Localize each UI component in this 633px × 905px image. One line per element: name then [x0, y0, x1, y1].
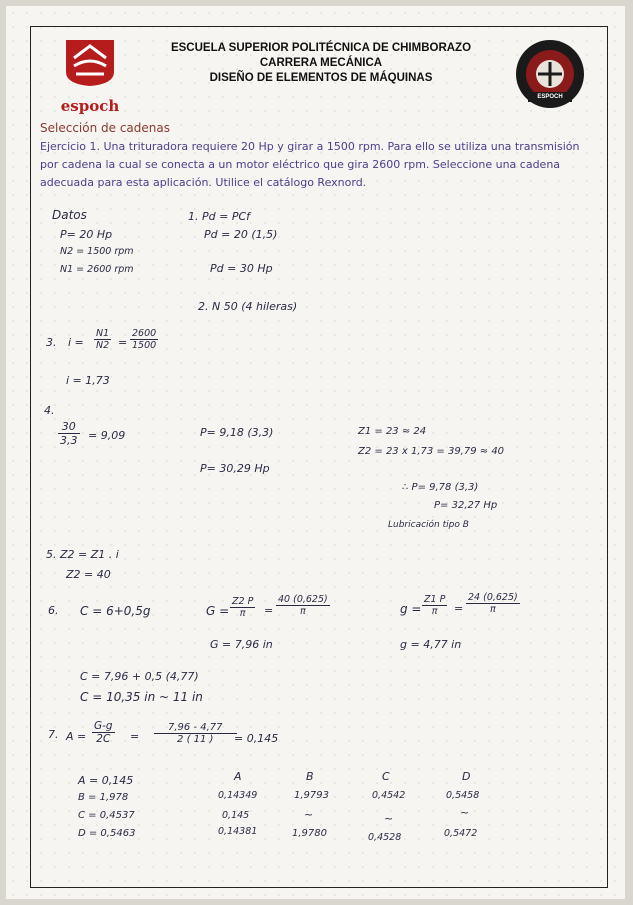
step4-ratio-result: = 9,09	[88, 429, 126, 442]
datos-n2: N2 = 1500 rpm	[60, 246, 134, 257]
step4-lubrication: Lubricación tipo B	[388, 520, 469, 530]
section-title: Selección de cadenas	[40, 121, 170, 135]
step6-G-symbol: G =	[206, 604, 230, 618]
school-name: ESCUELA SUPERIOR POLITÉCNICA DE CHIMBORAZO	[170, 42, 472, 54]
course-name: DISEÑO DE ELEMENTOS DE MÁQUINAS	[209, 72, 433, 84]
step6-g-symbol: g =	[400, 602, 422, 616]
step7-num: G-g	[94, 720, 113, 732]
step6-g-result: g = 4,77 in	[400, 638, 462, 651]
r3-A: 0,14381	[218, 826, 258, 837]
step3-equals: =	[118, 336, 128, 349]
step6-c-result: C = 10,35 in ~ 11 in	[80, 690, 203, 704]
step5-result: Z2 = 40	[66, 568, 111, 581]
step3-result: i = 1,73	[66, 374, 110, 387]
step7-frac	[92, 720, 115, 745]
step3-values-num: 2600	[132, 328, 157, 339]
step6-g-values-den: π	[489, 604, 496, 615]
step7-label: 7.	[48, 728, 59, 741]
step7-A: A =	[66, 730, 87, 743]
espoch-logo-text: espoch	[60, 97, 120, 115]
step4-ratio-num: 30	[58, 420, 80, 434]
step3-ratio-num: N1	[96, 328, 110, 339]
step3-ratio-den: N2	[96, 340, 110, 351]
datos-n1: N1 = 2600 rpm	[60, 264, 134, 275]
espoch-seal	[514, 38, 586, 110]
step4-power-result: P= 30,29 Hp	[200, 462, 270, 475]
step4-power-calc: P= 9,18 (3,3)	[200, 426, 274, 439]
step7-values	[154, 722, 237, 745]
r2-B: ~	[304, 808, 314, 821]
r2-D: ~	[460, 806, 470, 819]
problem-statement: Ejercicio 1. Una trituradora requiere 20 Hp y girar a 1500 rpm. Para ello se utiliza una transmisión por cadena la cual se conecta a un motor eléctrico que gira 2600 rpm. Seleccione una cadena adecuada para esta aplicación. Utilice el catálogo Rexnord.	[40, 140, 580, 189]
seal-text: ESPOCH	[537, 94, 563, 100]
r3-B: 1,9780	[292, 828, 327, 839]
step6-G-values-num: 40 (0,625)	[278, 594, 328, 605]
step7-values-num: 7,96 - 4,77	[154, 722, 237, 734]
left-A: A = 0,145	[78, 774, 134, 787]
step4-ratio	[58, 420, 80, 447]
step4-final-power: ∴ P= 9,78 (3,3)	[402, 482, 479, 493]
step7-den: 2C	[96, 733, 111, 745]
step6-G-values	[276, 594, 330, 617]
step6-label: 6.	[48, 604, 59, 617]
scanned-page	[6, 6, 625, 899]
head-C: C	[382, 770, 390, 783]
step1-formula: 1. Pd = PCf	[188, 210, 251, 223]
r1-D: 0,5458	[446, 790, 480, 801]
step7-equals: =	[130, 730, 140, 743]
r2-C: ~	[384, 812, 394, 825]
step6-g-frac	[422, 594, 447, 617]
step4-z1: Z1 = 23 ≈ 24	[358, 426, 427, 437]
step3-values-den: 1500	[132, 340, 157, 351]
r1-C: 0,4542	[372, 790, 406, 801]
step6-g-num: Z1 P	[424, 594, 446, 605]
step1-result: Pd = 30 Hp	[210, 262, 273, 275]
r2-A: 0,145	[222, 810, 250, 821]
left-B: B = 1,978	[78, 792, 129, 803]
step6-g-values-num: 24 (0,625)	[468, 592, 518, 603]
step4-ratio-den: 3,3	[60, 434, 78, 447]
head-A: A	[234, 770, 242, 783]
r3-C: 0,4528	[368, 832, 402, 843]
r1-A: 0,14349	[218, 790, 258, 801]
r3-D: 0,5472	[444, 828, 478, 839]
step3-values	[130, 328, 158, 351]
step6-G-num: Z2 P	[232, 596, 254, 607]
step6-g-den: π	[431, 606, 438, 617]
step6-c-substitution: C = 7,96 + 0,5 (4,77)	[80, 670, 199, 683]
step6-G-result: G = 7,96 in	[210, 638, 273, 651]
step5-formula: 5. Z2 = Z1 . i	[46, 548, 119, 561]
step6-c-formula: C = 6+0,5g	[80, 604, 151, 618]
step6-G-equals: =	[264, 604, 274, 617]
step3-ratio	[94, 328, 111, 351]
step1-substitution: Pd = 20 (1,5)	[204, 228, 278, 241]
step7-result: = 0,145	[234, 732, 279, 745]
head-D: D	[462, 770, 471, 783]
step4-final-hp: P= 32,27 Hp	[434, 500, 498, 511]
datos-label: Datos	[52, 208, 87, 222]
step3-i: i =	[68, 336, 84, 349]
step6-g-equals: =	[454, 602, 464, 615]
step6-g-values	[466, 592, 520, 615]
step7-values-den: 2 ( 11 )	[177, 734, 214, 745]
step6-G-frac	[230, 596, 255, 619]
step6-G-den: π	[239, 608, 246, 619]
r1-B: 1,9793	[294, 790, 329, 801]
step4-z2: Z2 = 23 x 1,73 = 39,79 ≈ 40	[358, 446, 505, 457]
step6-G-values-den: π	[299, 606, 306, 617]
espoch-emblem-icon	[60, 36, 120, 88]
datos-power: P= 20 Hp	[60, 228, 113, 241]
step3-label: 3.	[46, 336, 57, 349]
head-B: B	[306, 770, 314, 783]
step2-chain: 2. N 50 (4 hileras)	[198, 300, 298, 313]
career-name: CARRERA MECÁNICA	[259, 57, 383, 69]
left-D: D = 0,5463	[78, 828, 136, 839]
step4-label: 4.	[44, 404, 55, 417]
espoch-logo	[60, 36, 120, 114]
left-C: C = 0,4537	[78, 810, 135, 821]
